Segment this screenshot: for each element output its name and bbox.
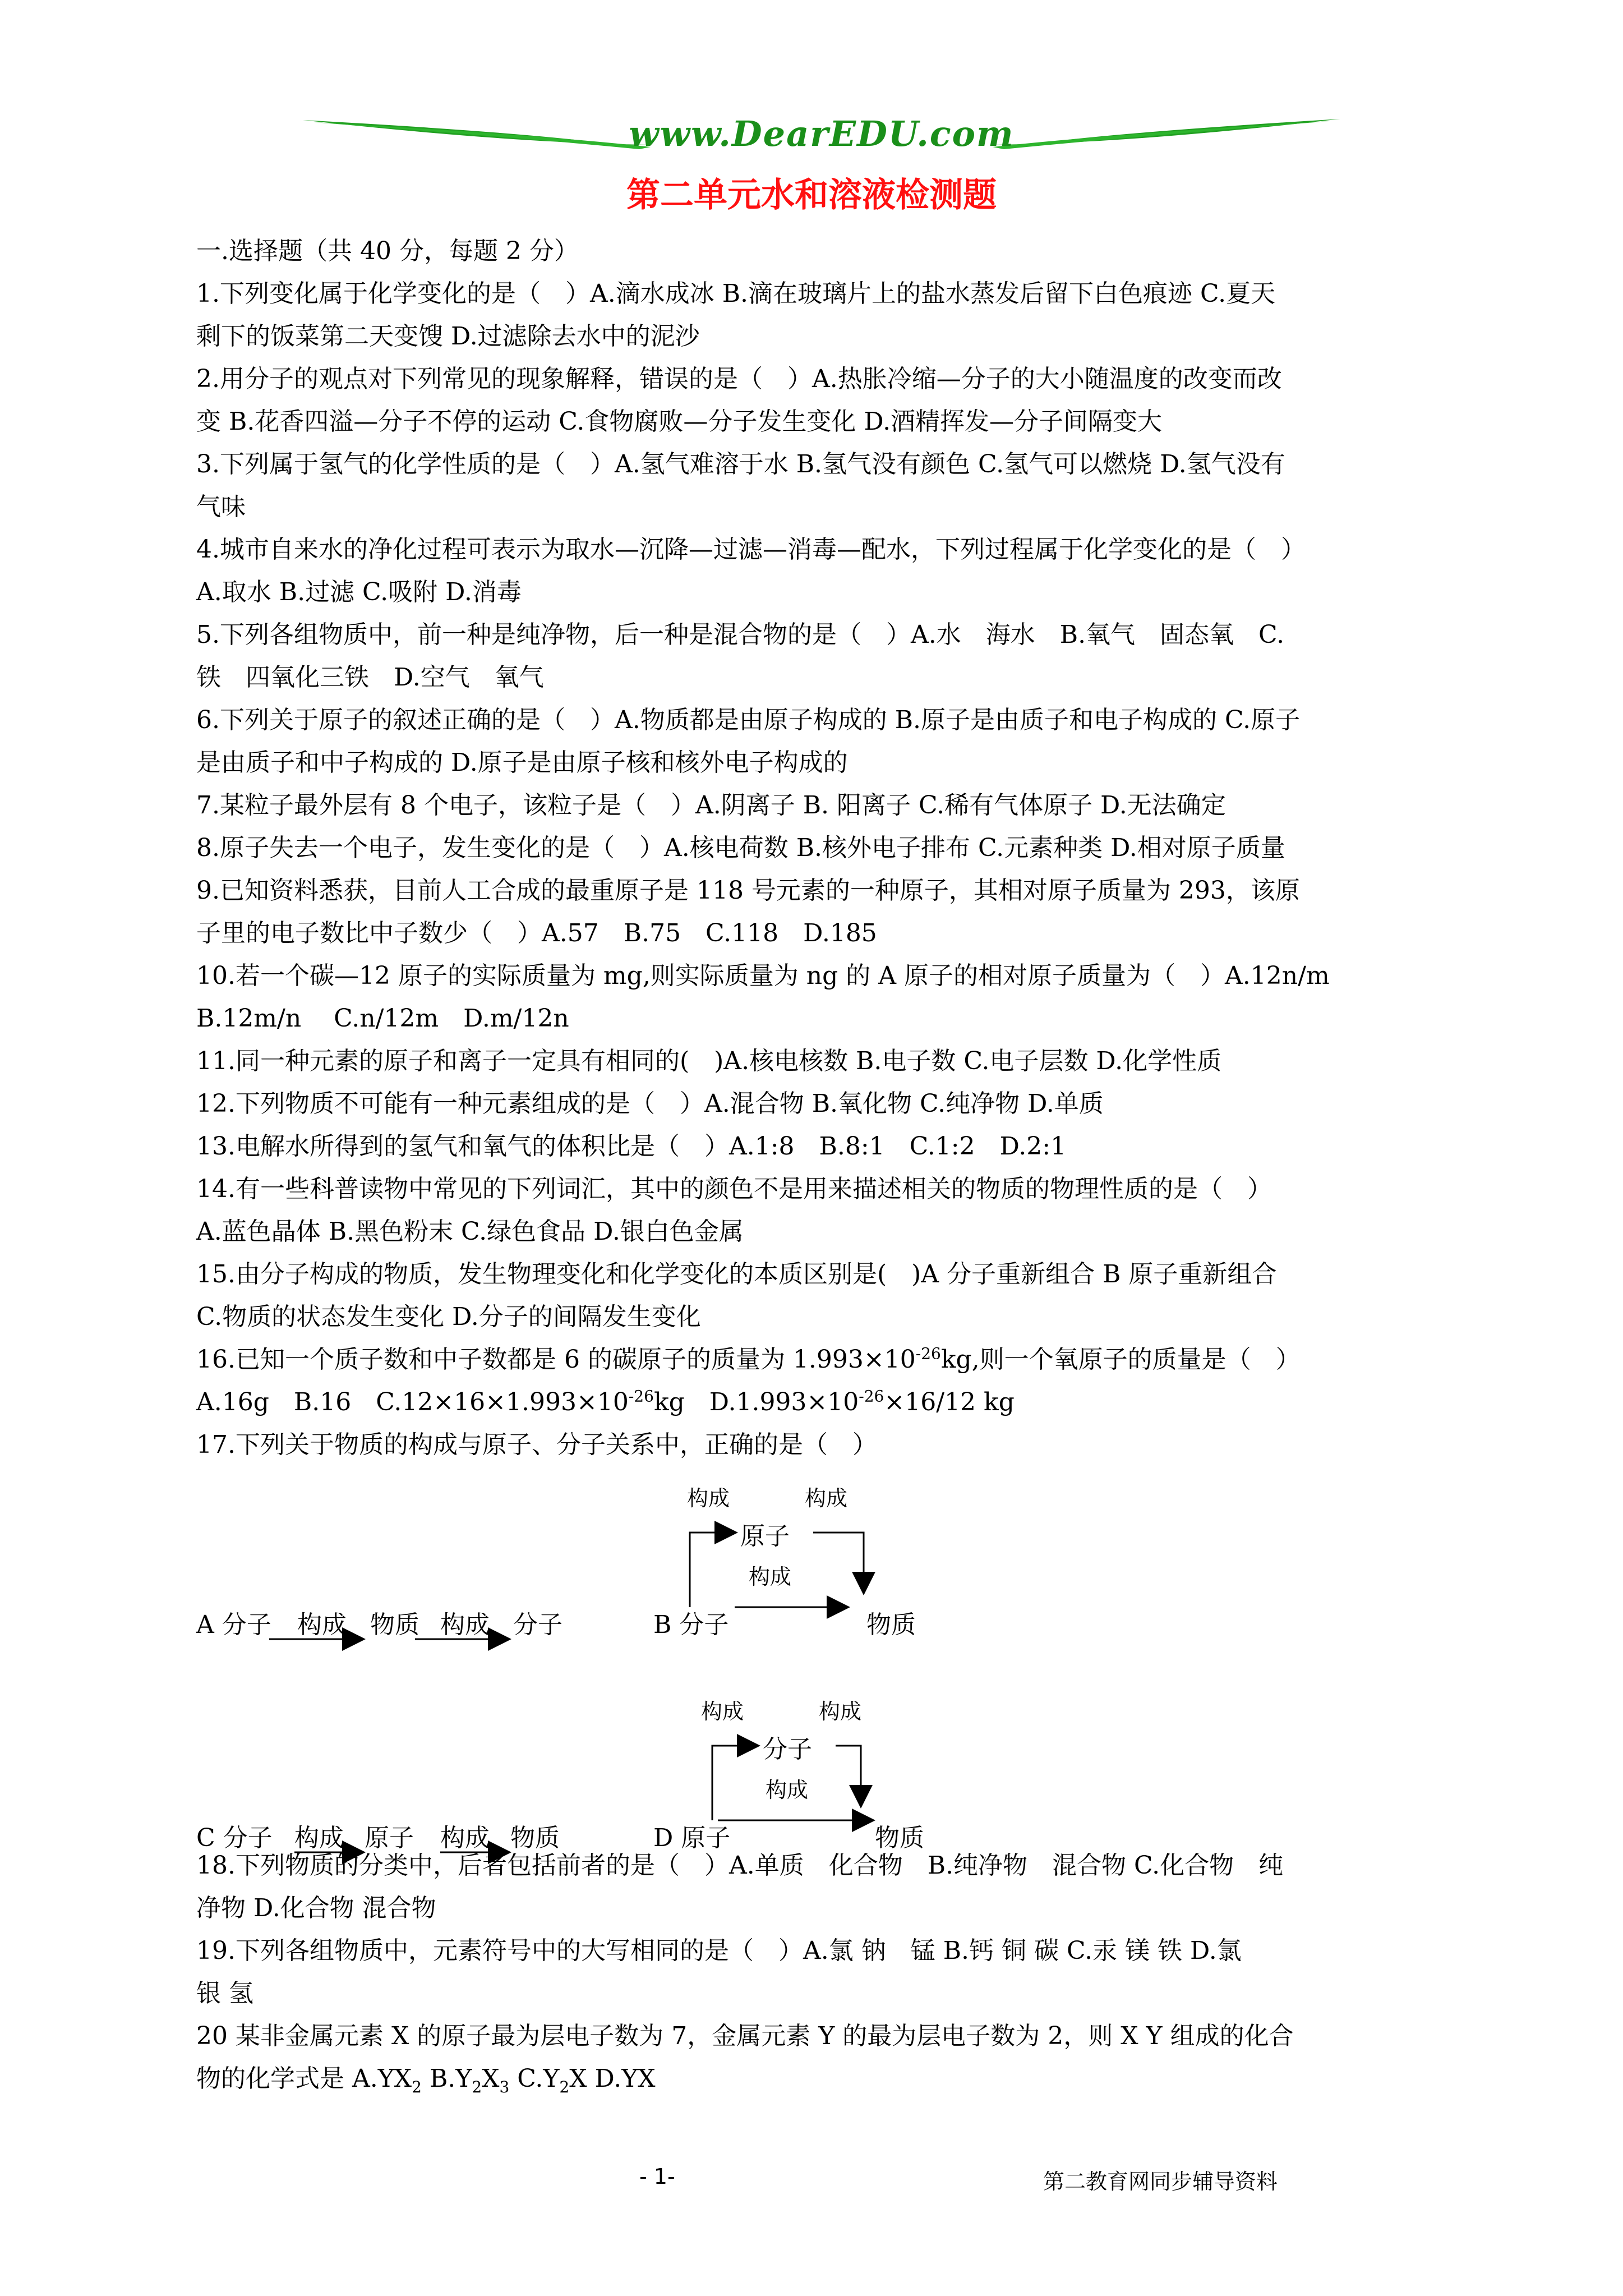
question-line: 14.有一些科普读物中常见的下列词汇，其中的颜色不是用来描述相关的物质的物理性质的是（ ） bbox=[196, 1175, 1272, 1203]
question-line: C.物质的状态发生变化 D.分子的间隔发生变化 bbox=[196, 1303, 701, 1331]
diagram-b-end: 物质 bbox=[866, 1611, 916, 1639]
question-line: 7.某粒子最外层有 8 个电子，该粒子是（ ）A.阴离子 B. 阳离子 C.稀有气体原子 D.无法确定 bbox=[196, 791, 1226, 820]
diagram-cd bbox=[196, 1683, 981, 1851]
question-line: 气味 bbox=[196, 493, 246, 521]
question-line: 净物 D.化合物 混合物 bbox=[196, 1894, 436, 1922]
diagram-a-arrow2-label: 构成 bbox=[440, 1611, 490, 1639]
question-line: 2.用分子的观点对下列常见的现象解释，错误的是（ ）A.热胀冷缩—分子的大小随温度的改变而改 bbox=[196, 365, 1282, 393]
diagram-c-arrow1-label: 构成 bbox=[294, 1824, 344, 1852]
diagram-a-end: 分子 bbox=[513, 1611, 562, 1639]
question-line: 4.城市自来水的净化过程可表示为取水—沉降—过滤—消毒—配水，下列过程属于化学变化的是（ ） bbox=[196, 535, 1306, 564]
diagram-a-label: A 分子 bbox=[196, 1611, 271, 1639]
question-line: 18.下列物质的分类中，后者包括前者的是（ ）A.单质 化合物 B.纯净物 混合物 C.化合物 纯 bbox=[196, 1851, 1284, 1880]
question-line: 12.下列物质不可能有一种元素组成的是（ ）A.混合物 B.氧化物 C.纯净物 D.单质 bbox=[196, 1089, 1104, 1118]
diagram-ab bbox=[196, 1470, 981, 1638]
question-line: 19.下列各组物质中，元素符号中的大写相同的是（ ）A.氯 钠 锰 B.钙 铜 碳 C.汞 镁 铁 D.氯 bbox=[196, 1936, 1242, 1965]
question-17: 17.下列关于物质的构成与原子、分子关系中，正确的是（ ） bbox=[196, 1430, 877, 1459]
question-line: 9.已知资料悉获，目前人工合成的最重原子是 118 号元素的一种原子，其相对原子质量为 293，该原 bbox=[196, 876, 1300, 905]
site-banner bbox=[303, 110, 1340, 166]
question-line: 子里的电子数比中子数少（ ）A.57 B.75 C.118 D.185 bbox=[196, 919, 877, 947]
section-heading: 一.选择题（共 40 分，每题 2 分） bbox=[196, 237, 579, 265]
question-list bbox=[196, 230, 1453, 1466]
question-line: 变 B.花香四溢—分子不停的运动 C.食物腐败—分子发生变化 D.酒精挥发—分子间隔变大 bbox=[196, 407, 1163, 436]
question-20-line-1: 20 某非金属元素 X 的原子最为层电子数为 7，金属元素 Y 的最为层电子数为 2，则 X Y 组成的化合 bbox=[196, 2022, 1294, 2050]
diagram-d-label: D 原子 bbox=[653, 1824, 731, 1852]
question-line: A.蓝色晶体 B.黑色粉末 C.绿色食品 D.银白色金属 bbox=[196, 1217, 744, 1246]
diagram-c-mid: 原子 bbox=[365, 1824, 414, 1852]
question-line: 铁 四氧化三铁 D.空气 氧气 bbox=[196, 663, 544, 692]
question-line: 15.由分子构成的物质，发生物理变化和化学变化的本质区别是( )A 分子重新组合 B 原子重新组合 bbox=[196, 1260, 1277, 1289]
diagram-a-arrow1-label: 构成 bbox=[297, 1611, 347, 1639]
diagram-b-top-right: 构成 bbox=[805, 1486, 848, 1511]
question-line: 银 氢 bbox=[196, 1979, 253, 2008]
diagram-d-mid: 分子 bbox=[763, 1735, 812, 1764]
question-line: 8.原子失去一个电子，发生变化的是（ ）A.核电荷数 B.核外电子排布 C.元素种类 D.相对原子质量 bbox=[196, 834, 1285, 862]
diagram-a-mid: 物质 bbox=[370, 1611, 419, 1639]
question-line: 13.电解水所得到的氢气和氧气的体积比是（ ）A.1:8 B.8:1 C.1:2 D.2:1 bbox=[196, 1132, 1067, 1161]
question-line: 10.若一个碳—12 原子的实际质量为 mg,则实际质量为 ng 的 A 原子的相对原子质量为（ ）A.12n/m bbox=[196, 961, 1330, 990]
diagram-b-top-left: 构成 bbox=[687, 1486, 730, 1511]
diagram-b-mid: 原子 bbox=[740, 1522, 790, 1550]
question-16-line-2: A.16g B.16 $C.12\times 16\times 1.993\times 10^{-26}kg$ $D.1.993\times 10^{-26}\times 16/12$ kg bbox=[196, 1387, 1015, 1416]
question-line: 是由质子和中子构成的 D.原子是由原子核和核外电子构成的 bbox=[196, 748, 848, 777]
question-line: 6.下列关于原子的叙述正确的是（ ）A.物质都是由原子构成的 B.原子是由质子和电子构成的 C.原子 bbox=[196, 706, 1301, 734]
question-line: A.取水 B.过滤 C.吸附 D.消毒 bbox=[196, 578, 522, 606]
question-line: 3.下列属于氢气的化学性质的是（ ）A.氢气难溶于水 B.氢气没有颜色 C.氢气可以燃烧 D.氢气没有 bbox=[196, 450, 1285, 478]
diagram-b-center: 构成 bbox=[749, 1565, 792, 1589]
diagram-c-label: C 分子 bbox=[196, 1824, 273, 1852]
diagram-c-end: 物质 bbox=[510, 1824, 560, 1852]
page-title: 第二单元水和溶液检测题 bbox=[626, 176, 997, 215]
question-line: B.12m/n C.n/12m D.m/12n bbox=[196, 1004, 569, 1033]
question-line: 5.下列各组物质中，前一种是纯净物，后一种是混合物的是（ ）A.水 海水 B.氧气 固态氧 C. bbox=[196, 620, 1285, 649]
question-lines bbox=[196, 273, 1453, 1338]
question-line: 11.同一种元素的原子和离子一定具有相同的( )A.核电核数 B.电子数 C.电子层数 D.化学性质 bbox=[196, 1047, 1222, 1075]
diagram-c-arrow2-label: 构成 bbox=[440, 1824, 490, 1852]
diagram-b-label: B 分子 bbox=[653, 1611, 729, 1639]
site-logo: www.DearEDU.com bbox=[629, 113, 1015, 154]
diagram-d-center: 构成 bbox=[766, 1778, 809, 1802]
question-line: 剩下的饭菜第二天变馊 D.过滤除去水中的泥沙 bbox=[196, 322, 700, 351]
question-lines-after bbox=[196, 1844, 1453, 2015]
page-number: - 1- bbox=[639, 2164, 675, 2189]
question-20-line-2: 物的化学式是 $A.YX_2$ $B.Y_2X_3$ $C.Y_2X$ D.YX bbox=[196, 2064, 656, 2096]
diagram-d-top-right: 构成 bbox=[819, 1699, 862, 1724]
question-list-continued bbox=[196, 1844, 1453, 2100]
question-line: 1.下列变化属于化学变化的是（ ）A.滴水成冰 B.滴在玻璃片上的盐水蒸发后留下白色痕迹 C.夏天 bbox=[196, 279, 1276, 308]
diagram-d-end: 物质 bbox=[875, 1824, 924, 1852]
diagram-d-top-left: 构成 bbox=[701, 1699, 744, 1724]
footer-source: 第二教育网同步辅导资料 bbox=[1043, 2169, 1278, 2194]
question-16-line-1: 16.已知一个质子数和中子数都是 6 的碳原子的质量为 $1.993\times 10^{-26}kg$,则一个氧原子的质量是（ ） bbox=[196, 1344, 1301, 1374]
